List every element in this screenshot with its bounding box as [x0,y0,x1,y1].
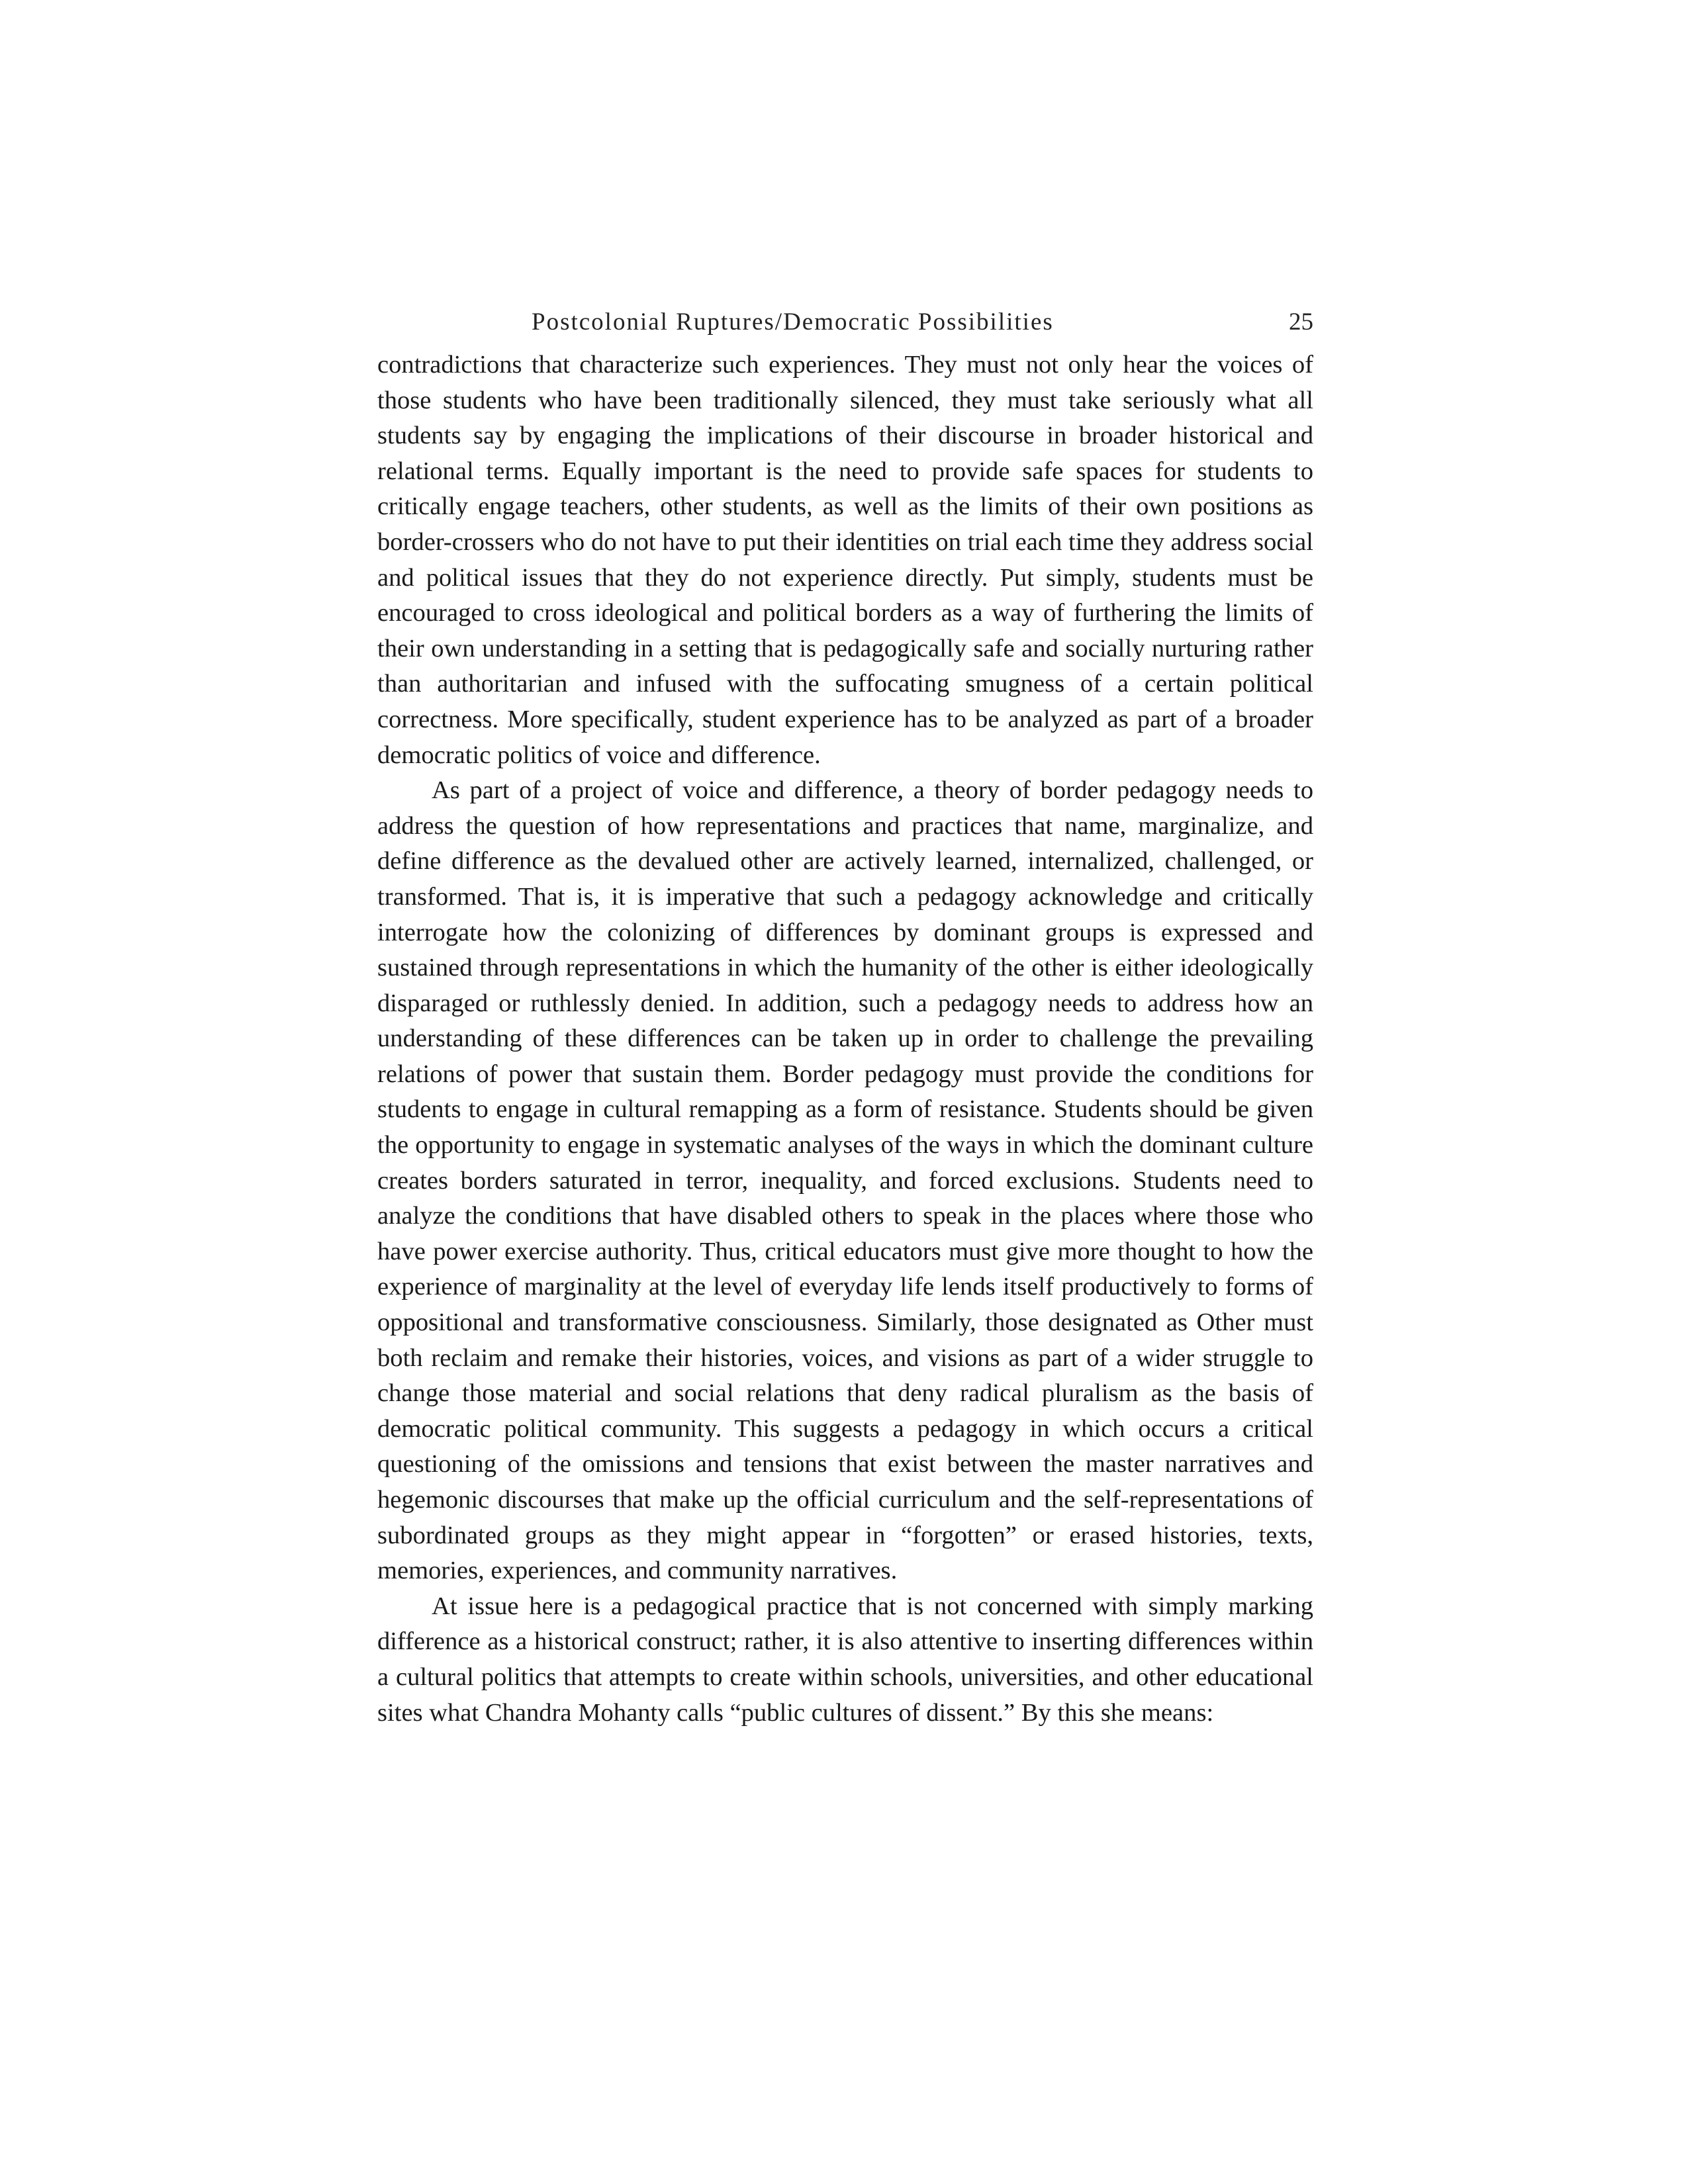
body-text [377,347,1313,1731]
running-head [377,301,1313,341]
page-number: 25 [1289,308,1313,336]
running-title: Postcolonial Ruptures/Democratic Possibilities [532,308,1054,336]
paragraph-continued: contradictions that characterize such experiences. They must not only hear the voices of those students who have been traditionally silenced, they must take seriously what all students say by engaging the implications of their discourse in broader historical and relational terms. Equally important is the need to provide safe spaces for students to critically engage teachers, other students, as well as the limits of their own positions as border-crossers who do not have to put their identities on trial each time they address social and political issues that they do not experience directly. Put simply, students must be encouraged to cross ideological and political borders as a way of furthering the limits of their own understanding in a setting that is pedagogically safe and socially nurturing rather than authoritarian and infused with the suffocating smugness of a certain political correctness. More specifically, student experience has to be analyzed as part of a broader democratic politics of voice and difference. [377,351,1313,769]
paragraph-border-pedagogy: As part of a project of voice and difference, a theory of border pedagogy needs to address the question of how representations and practices that name, marginalize, and define difference as the devalued other are actively learned, internalized, challenged, or transformed. That is, it is imperative that such a pedagogy acknowledge and critically interrogate how the colonizing of differences by dominant groups is expressed and sustained through representations in which the humanity of the other is either ideologically disparaged or ruthlessly denied. In addition, such a pedagogy needs to address how an understanding of these differences can be taken up in order to challenge the prevailing relations of power that sustain them. Border pedagogy must provide the conditions for students to engage in cultural remapping as a form of resistance. Students should be given the opportunity to engage in systematic analyses of the ways in which the dominant culture creates borders saturated in terror, inequality, and forced exclusions. Students need to analyze the conditions that have disabled others to speak in the places where those who have power exercise authority. Thus, critical educators must give more thought to how the experience of marginality at the level of everyday life lends itself productively to forms of oppositional and transformative consciousness. Similarly, those designated as Other must both reclaim and remake their histories, voices, and visions as part of a wider struggle to change those material and social relations that deny radical pluralism as the basis of democratic political community. This suggests a pedagogy in which occurs a critical questioning of the omissions and tensions that exist between the master narratives and hegemonic discourses that make up the official curriculum and the self-representations of subordinated groups as they might appear in “forgotten” or erased histories, texts, memories, experiences, and community narratives. [377,776,1313,1585]
paragraph-public-cultures-of-dissent: At issue here is a pedagogical practice that is not concerned with simply marking difference as a historical construct; rather, it is also attentive to inserting differences within a cultural politics that attempts to create within schools, universities, and other educational sites what Chandra Mohanty calls “public cultures of dissent.” By this she means: [377,1592,1313,1727]
book-page [377,301,1313,1731]
